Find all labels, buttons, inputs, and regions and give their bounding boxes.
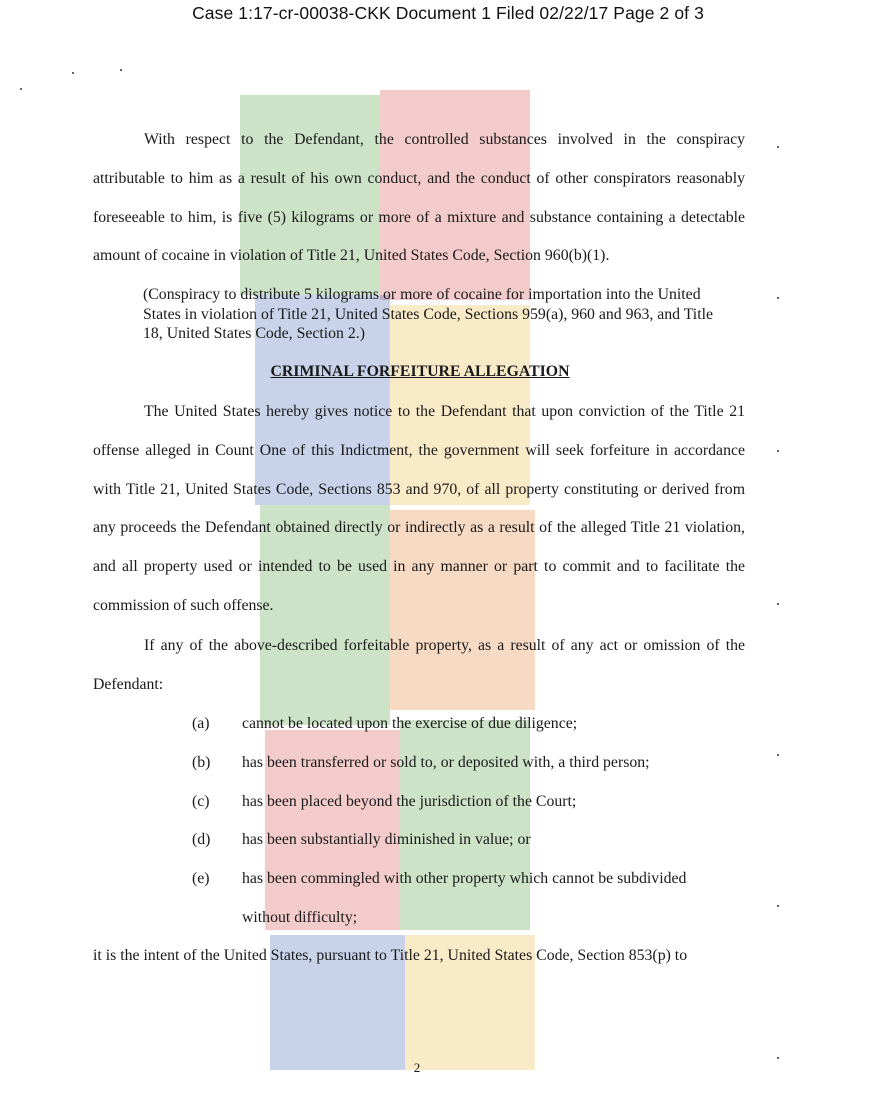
- scan-speck: [777, 603, 779, 605]
- list-marker: (e): [192, 870, 210, 888]
- conditions-list: [192, 705, 752, 938]
- scan-speck: [777, 905, 779, 907]
- list-marker: (c): [192, 792, 210, 810]
- page-number: 2: [413, 1060, 421, 1075]
- scan-speck: [777, 297, 779, 299]
- list-text: cannot be located upon the exercise of due diligence;: [242, 715, 578, 732]
- list-item: [192, 821, 752, 860]
- list-text: has been commingled with other property which cannot be subdivided without difficulty;: [242, 870, 687, 926]
- paragraph-forfeiture-notice: The United States hereby gives notice to the Defendant that upon conviction of the Title 21 offense alleged in Count One of this Indictment, the government will seek forfeiture in accordance with Title 21, United States Code, Sections 853 and 970, of all property constituting or derived from any proceeds the Defendant obtained directly or indirectly as a result of the alleged Title 21 violation, and all property used or intended to be used in any manner or part to commit and to facilitate the commission of such offense.: [93, 403, 745, 614]
- list-text: has been transferred or sold to, or deposited with, a third person;: [242, 753, 650, 771]
- list-text: has been substantially diminished in value; or: [242, 831, 531, 849]
- list-marker: (b): [192, 753, 211, 771]
- list-item: [192, 744, 752, 783]
- statute-citation: (Conspiracy to distribute 5 kilograms or more of cocaine for importation into the United States in violation of Title 21, United States Code, Sections 959(a), 960 and 963, and Title 18, United States Code, Section 2.): [143, 286, 713, 342]
- scan-speck: [20, 88, 22, 90]
- paragraph-controlled-substances: With respect to the Defendant, the controlled substances involved in the conspiracy attributable to him as a result of his own conduct, and the conduct of other conspirators reasonably foreseeable to him, is five (5) kilograms or more of a mixture and substance containing a detectable amount of cocaine in violation of Title 21, United States Code, Section 960(b)(1).: [93, 131, 745, 265]
- list-marker: (d): [192, 831, 211, 849]
- list-item: [192, 860, 752, 938]
- list-marker: (a): [192, 715, 210, 732]
- case-header: Case 1:17-cr-00038-CKK Document 1 Filed 02/22/17 Page 2 of 3: [192, 3, 704, 23]
- list-text: has been placed beyond the jurisdiction of the Court;: [242, 792, 577, 810]
- scan-speck: [777, 146, 779, 148]
- section-title: CRIMINAL FORFEITURE ALLEGATION: [270, 363, 570, 380]
- list-item: [192, 783, 752, 822]
- list-item: [192, 705, 752, 744]
- paragraph-intent: it is the intent of the United States, pursuant to Title 21, United States Code, Section 853(p) to: [93, 947, 688, 964]
- scan-speck: [777, 1057, 779, 1059]
- scan-speck: [777, 450, 779, 452]
- paragraph-forfeitable-property: If any of the above-described forfeitable property, as a result of any act or omission of the Defendant:: [93, 637, 745, 693]
- scan-speck: [120, 69, 122, 71]
- scan-speck: [777, 754, 779, 756]
- scan-speck: [72, 72, 74, 74]
